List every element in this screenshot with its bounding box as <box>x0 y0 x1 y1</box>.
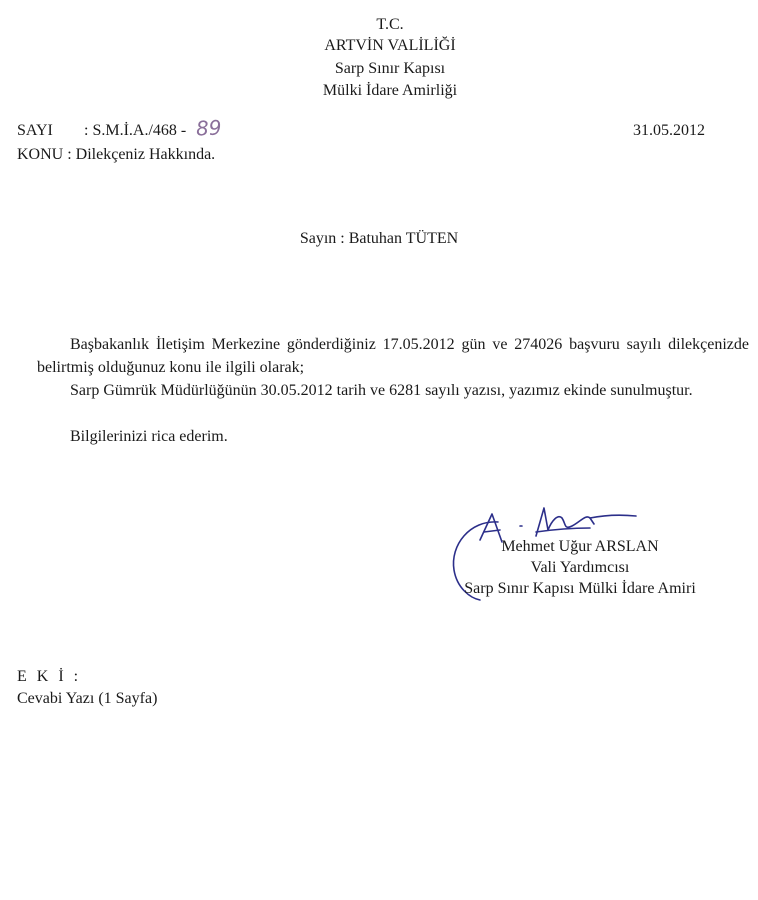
header-tc: T.C. <box>376 16 404 33</box>
attachments-label: E K İ : <box>17 668 82 685</box>
subject-line: KONU : Dilekçeniz Hakkında. <box>17 146 216 163</box>
signatory-name: Mehmet Uğur ARSLAN <box>501 538 659 555</box>
signatory-title: Vali Yardımcısı <box>530 559 630 576</box>
body-paragraph-1: Başbakanlık İletişim Merkezine gönderdiğiniz 17.05.2012 gün ve 274026 başvuru sayılı dilekçenizde belirtmiş olduğunuz konu ile ilgili olarak; <box>37 336 749 376</box>
signatory-office: Sarp Sınır Kapısı Mülki İdare Amiri <box>464 580 696 597</box>
sayi-label: SAYI <box>17 122 53 139</box>
body-paragraph-3: Bilgilerinizi rica ederim. <box>70 428 228 445</box>
body-paragraph-3-container <box>37 425 749 448</box>
sayi-value: : S.M.İ.A./468 - <box>84 122 187 139</box>
body-paragraph-1-container <box>37 333 749 379</box>
attachment-item: Cevabi Yazı (1 Sayfa) <box>17 690 158 707</box>
header-governorship: ARTVİN VALİLİĞİ <box>324 37 456 54</box>
document-date: 31.05.2012 <box>633 122 705 139</box>
handwritten-reference-number: 89 <box>195 115 223 141</box>
header-authority: Mülki İdare Amirliği <box>322 82 458 99</box>
salutation: Sayın : Batuhan TÜTEN <box>299 230 459 247</box>
body-paragraph-2-container <box>37 379 749 402</box>
header-border-gate: Sarp Sınır Kapısı <box>334 60 446 77</box>
body-paragraph-2: Sarp Gümrük Müdürlüğünün 30.05.2012 tarih ve 6281 sayılı yazısı, yazımız ekinde sunulmuştur. <box>70 382 693 399</box>
